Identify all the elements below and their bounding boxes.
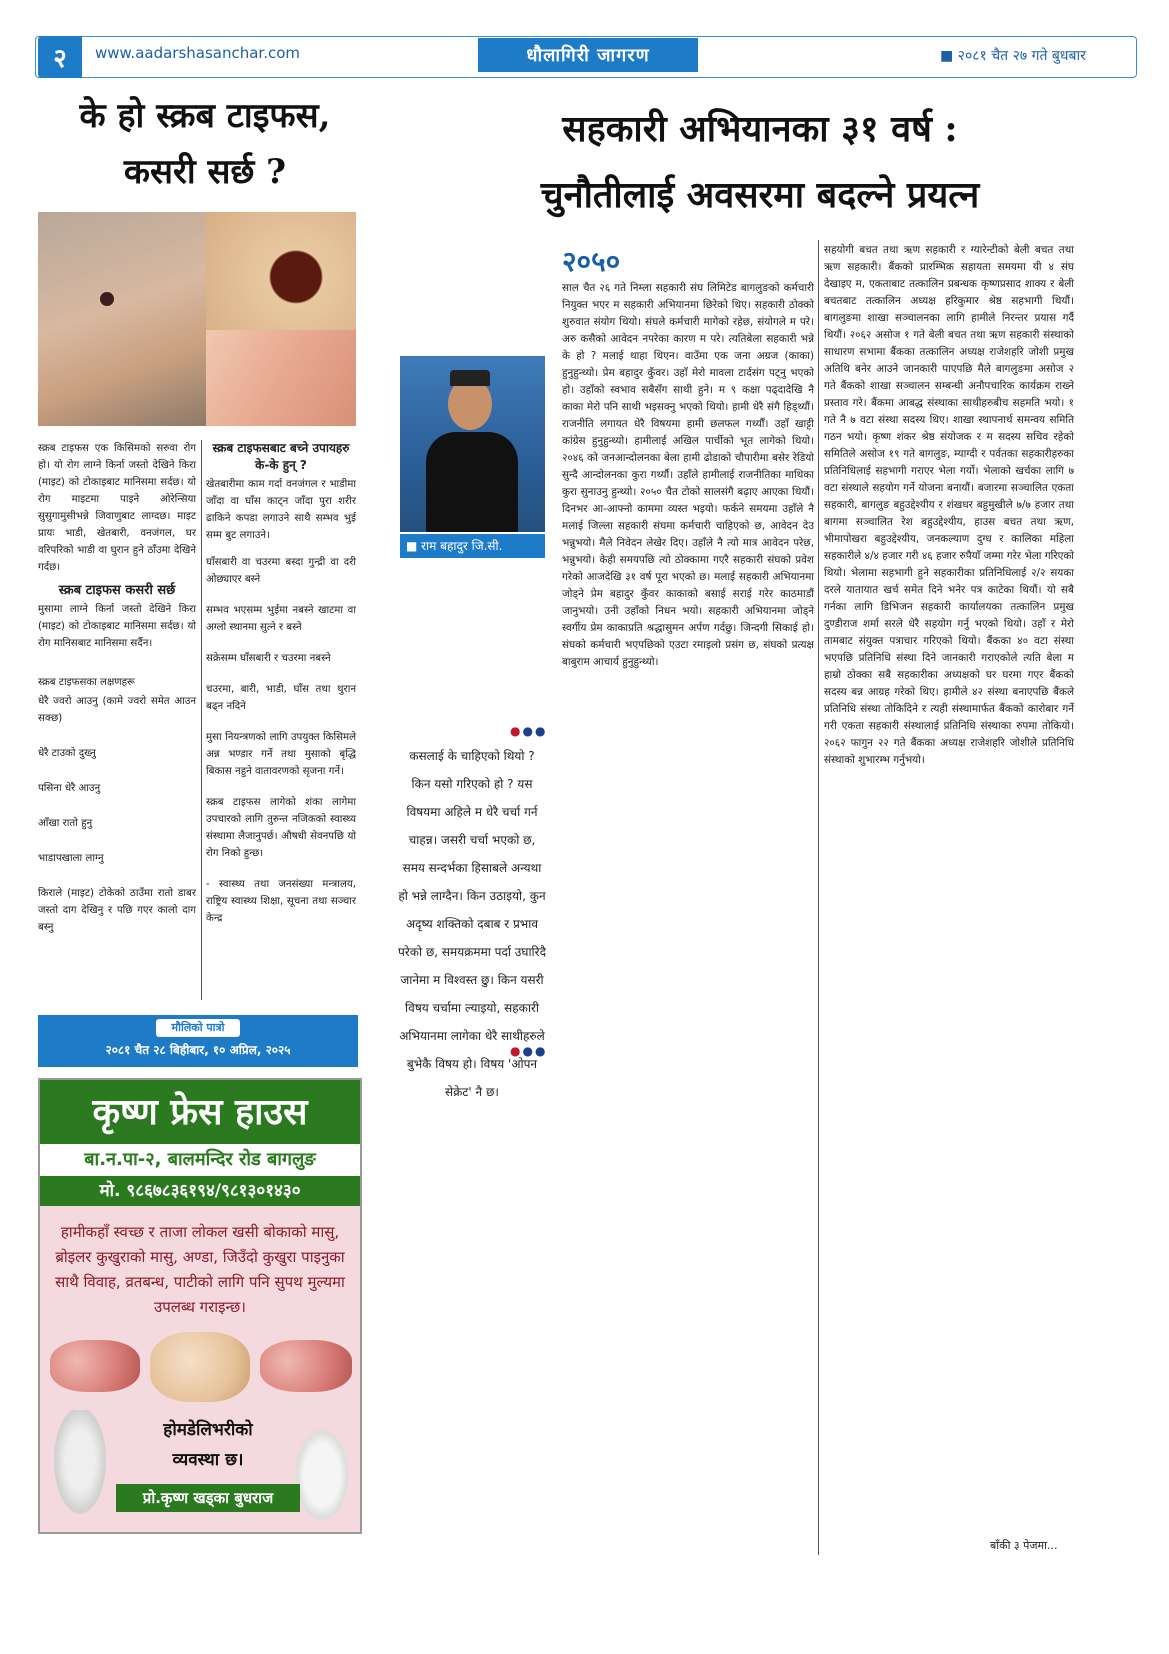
ad-phone: मो. ९८६७८३६१९४/९८१३०१४३० bbox=[40, 1176, 360, 1206]
rash-photo bbox=[38, 212, 206, 426]
main-headline-line2: चुनौतीलाई अवसरमा बदल्ने प्रयत्न bbox=[540, 174, 980, 216]
photo-caption: ■ राम बहादुर जि.सी. bbox=[400, 534, 545, 558]
paragraph: मुसा नियन्त्रणको लागि उपयुक्त किसिमले अन्न भण्डार गर्ने तथा मुसाको बृद्धि बिकास नहुने वातावरणको सृजना गर्ने। bbox=[206, 732, 356, 777]
ad-delivery-line2: व्यवस्था छ। bbox=[172, 1450, 244, 1470]
paragraph: सहयोगी बचत तथा ऋण सहकारी र ग्यारेन्टीको बेली बचत तथा ऋण सहकारी। बैंकको प्रारम्भिक सहायता समयमा यी ४ संघ देखाइए म, एकताबाट तत्कालिन प्रबन्धक कृष्णप्रसाद शाक्य र बेली बचतबाट तत्कालिन अध्यक्ष हरिकुमार श्रेष्ठ सहभागी थियौं। बागलुङमा शाखा सञ्चालनका लागि हामीले निरन्तर प्रयास गर्दै थियौं। २०६२ असोज १ गते बेली बचत तथा ऋण सहकारी संस्थाको साधारण सभामा बैंकका तत्कालिन अध्यक्ष राजेशहरि जोशी प्रमुख अतिथि बनेर आउने जानकारी पाएपछि मैले बागलुङमा असोज २ गते बैंकको शाखा सञ्चालन सम्बन्धी अनौपचारिक कार्यक्रम राख्ने प्रस्ताव गरे। बैंकमा आबद्ध संस्थाका साथीहरुबीच सहमति भयो। १ गते नै ७ वटा संस्था सदस्य थिए। शाखा स्थापनार्थ समन्वय समिति गठन भयो। कृष्ण शंकर श्रेष्ठ संयोजक र म सदस्य सचिव रहेको समितिले असोज १९ गते बागलुङ, म्याग्दी र पर्वतका सहकारीहरुका प्रतिनिधिलाई सहभागी गराएर भेला गर्यो। भेलाको खर्चका लागि ७ वटा संस्थाले सहयोग गर्ने योजना बनायौं। बजारमा सञ्चालित एकता सहकारी, बागलुङ बहुउद्देश्यीय र शंखधर बहुमुखीले ७/७ हजार तथा बागमा सञ्चालित रेश बहुउद्देश्यीय, हाउस बचत तथा ऋण, भीमापोखरा बहुउद्देश्यीय, जनकल्याण दुग्ध र कालिका महिला सहकारीले ४/४ हजार गरी ४६ हजार रुपैयाँ जम्मा गरेर भेला गरिएको थियो। भेलामा सहभागी हुने सहकारीका प्रतिनिधिलाई २/२ सयका दरले यातायात खर्च समेत दिने भनेर पत्र काटेका थियौं। यो सबै गर्नका लागि डिभिजन सहकारी कार्यालयका तत्कालिन प्रमुख दुण्डीराज शर्मा सरले धेरै सहयोग गर्नु भएको थियो। उहाँ र मेरो तामबाट संयुक्त पत्राचार गरिएको थियो। बैंकका ४० वटा संस्था भएपछि प्रतिनिधि संस्था दिने जानकारी गराएकोले त्यति बेला म हाम्रो ठोक्का सबै सहकारीका अध्यक्षको घर घरमा गएर बैंकको सदस्य बन्न आग्रह गरेको थिए। हामीले ४२ संस्था बनाएपछि बैंकले प्रतिनिधि संस्था तोकिदिने र त्यही संस्थामार्फत बैंकको कारोबार गर्ने गरी एकता सहकारी संस्थालाई प्रतिनिधि संस्थाका रुपमा तोकियो। २०६२ फागुन २२ गते बैंकका अध्यक्ष राजेशहरि जोशीले प्रतिनिधि संस्थाको शुभारम्भ गर्नुभयो। bbox=[824, 244, 1074, 766]
meat-image bbox=[260, 1340, 352, 1392]
calendar-date: २०८१ चैत २८ बिहीबार, १० अप्रिल, २०२५ bbox=[105, 1043, 291, 1057]
ad-owner: प्रो.कृष्ण खड्का बुधराज bbox=[116, 1484, 300, 1512]
main-article-col2 bbox=[824, 242, 1074, 771]
paragraph: सक्रेसम्म घाँसबारी र चउरमा नबस्ने bbox=[206, 653, 331, 664]
tick-photo bbox=[206, 212, 356, 330]
continued-label: बाँकी ३ पेजमा... bbox=[990, 1539, 1058, 1552]
column-divider bbox=[201, 440, 202, 1000]
quote-dots-icon: ●●● bbox=[510, 1044, 548, 1058]
left-headline-line1: के हो स्क्रब टाइफस, bbox=[79, 96, 331, 136]
spots-photo bbox=[206, 330, 356, 426]
paragraph: स्क्रब टाइफस एक किसिमको सरुवा रोग हो। यो रोग लाग्ने किर्ना जस्तो देखिने किरा (माइट) को टोकाइबाट मानिसमा सर्दछ। यो रोग माइटमा पाइने ओरेन्सिया सुसुगामुसीभन्ने जिवाणुबाट लाग्दछ। माइट प्रायः भाडी, खेतबारी, वनजंगल, घर वरिपरिको भाडी वा घुरान हुने ठाँउमा देखिने गर्दछ। bbox=[38, 443, 196, 573]
subheading: स्क्रब टाइफसबाट बच्ने उपायहरु के-के हुन् ? bbox=[212, 441, 350, 472]
list-item: पसिना धेरै आउनु bbox=[38, 783, 101, 794]
list-item: आँखा रातो हुनु bbox=[38, 818, 93, 829]
goat-image bbox=[50, 1410, 110, 1522]
website-url[interactable]: www.aadarshasanchar.com bbox=[95, 44, 301, 62]
masthead: धौलागिरी जागरण bbox=[478, 38, 698, 72]
issue-date: ■ २०८१ चैत २७ गते बुधबार bbox=[940, 48, 1086, 64]
list-item: धेरै ज्वरो आउनु (कामे ज्वरो समेत आउन सक्छ) bbox=[38, 696, 196, 724]
left-headline bbox=[40, 88, 370, 200]
drop-cap: २०५० bbox=[562, 245, 621, 278]
ad-shop-name: कृष्ण फ्रेस हाउस bbox=[40, 1080, 360, 1144]
list-item: धेरै टाउको दुख्नु bbox=[38, 748, 96, 759]
subheading: स्क्रब टाइफसका लक्षणहरू bbox=[38, 677, 135, 688]
main-article-col1 bbox=[562, 280, 814, 673]
list-item: किराले (माइट) टोकेको ठाउँमा रातो डाबर जस्तो दाग देखिनु र पछि गएर कालो दाग बस्नु bbox=[38, 888, 196, 933]
paragraph: चउरमा, बारी, भाडी, घाँस तथा थुरान बढ्न नदिने bbox=[206, 684, 356, 712]
left-article-col2 bbox=[206, 440, 356, 929]
calendar-box bbox=[38, 1015, 358, 1067]
page-number: २ bbox=[38, 36, 82, 78]
subheading: स्क्रब टाइफस कसरी सर्छ bbox=[58, 583, 176, 598]
credit: - स्वास्थ्य तथा जनसंख्या मन्त्रालय, राष्ट्रिय स्वास्थ्य शिक्षा, सूचना तथा सञ्चार केन्द्र bbox=[206, 879, 356, 924]
column-divider bbox=[818, 240, 819, 1555]
ad-address: बा.न.पा-२, बालमन्दिर रोड बागलुङ bbox=[40, 1144, 360, 1176]
left-article-col1 bbox=[38, 440, 196, 938]
author-photo bbox=[400, 356, 545, 532]
paragraph: खेतबारीमा काम गर्दा वनजंगल र भाडीमा जाँदा वा घाँस काट्न जाँदा पुरा शरीर ढाकिने कपडा लगाउने साथै सम्भव भुई सम्म बुट लगाउने। bbox=[206, 479, 356, 541]
advert bbox=[38, 1078, 362, 1534]
list-item: भाडापखाला लाग्नु bbox=[38, 853, 104, 864]
pull-quote: कसलाई के चाहिएको थियो ? किन यसो गरिएको हो ? यस विषयमा अहिले म धेरै चर्चा गर्न चाहन्न। जसरी चर्चा भएको छ, समय सन्दर्भका हिसाबले अन्यथा हो भन्ने लाग्दैन। किन उठाइयो, कुन अदृष्य शक्तिको दबाब र प्रभाव परेको छ, समयक्रममा पर्दा उघारिदै जानेमा म विश्वस्त छु। किन यसरी विषय चर्चामा ल्याइयो, सहकारी अभियानमा लागेका धेरै साथीहरुले बुभेकै विषय हो। विषय 'ओपन सेक्रेट' नै छ। bbox=[398, 749, 546, 1099]
paragraph: साल चैत २६ गते निम्ला सहकारी संघ लिमिटेड बागलुङको कर्मचारी नियुक्त भएर म सहकारी अभियानमा छिरेको थिए। सहकारी ठोक्को शुरुवात संयोग थियो। संघले कर्मचारी मागेको रहेछ, संयोगले म परे। अरु कसैको आवेदन नपरेका कारण म परे। त्यतिबेला सहकारी भन्ने के हो ? मलाई थाहा थिएन। वाउँमा एक जना अग्रज (काका) हुनुहुन्थ्यो। प्रेम बहादुर कुँवर। उहाँ मेरो मावला टार्दसंग पट्नु भएको हो। उहाँको स्वभाव सबैसँग साथी हुने। म ९ कक्षा पढ्दादेखि नै काका मेरो पनि साथी भइसक्नु भएको थियो। हामी धेरै संगै हिड्थ्यौं। राजनीति लगायत धेरै विषयमा हामी छलफल गर्थ्यौं। उहाँ खाट्टी कांग्रेस हुनुहुन्थ्यो। हामीलाई अखिल पार्चीको भूत लागेको थियो। २०४६ को जनआन्दोलनका बेला हामी ढोडाको चौपारीमा बसेर रेडियो सुन्दै आन्दोलनका कुरा गर्थ्यौ। उहाँले हामीलाई राजनीतिका माथिका कुरा सुनाउनु हुन्थ्यो। २०५० चैत टोको सालसंगै बढ़ाए आएका थियौं। दिनभर आ-आफ्नो काममा व्यस्त भइयो। फर्कने समयमा उहाँले नै मलाई जिल्ला सहकारी संघमा कर्मचारी चाहिएको छ, आवेदन देउ भन्नुभयो। मैले निवेदन लेखेर दिए। उहाँले नै त्यो मात्र आवेदन परेछ, भन्नुभयो। केही समयपछि त्यो ठोक्कामा गएरै सहकारी संघको प्रवेश गरेको आजदेखि ३१ वर्ष पूरा भएको छ। मलाई सहकारी अभियानमा जोड्ने प्रेम बहादुर कुँवर काकाको बसाई सराई गरेर काठमाडौं जानुभयो। उनी उहाँको निधन भयो। सहकारी अभियानमा जोड्ने स्वर्गीय प्रेम काकाप्रति श्रद्धासुमन अर्पण गर्दछु। जिन्दगी सिकाई हो। संघको कर्मचारी भएपछिको एउटा रमाइलो प्रसंग छ, संघको प्रत्यक्ष बाबुराम आचार्य हुनुहुन्थ्यो। bbox=[562, 282, 814, 668]
paragraph: घाँसबारी वा चउरमा बस्दा गुन्द्री वा दरी ओछ्याएर बस्ने bbox=[206, 557, 356, 585]
main-headline bbox=[440, 96, 1080, 228]
ad-delivery-line1: होमडेलिभरीको bbox=[163, 1420, 253, 1440]
ad-body-text: हामीकहाँ स्वच्छ र ताजा लोकल खसी बोकाको मासु, ब्रोइलर कुखुराको मासु, अण्डा, जिउँदो कुखुरा पाइनुका साथै विवाह, व्रतबन्ध, पाटीको लागि पनि सुपथ मुल्यमा उपलब्ध गराइन्छ। bbox=[55, 1223, 345, 1316]
paragraph: मुसामा लाग्ने किर्ना जस्तो देखिने किरा (माइट) को टोकाइबाट मानिसमा सर्दछ। यो रोग मानिसबाट मानिसमा सर्दैन। bbox=[38, 604, 196, 649]
paragraph: सम्भव भएसम्म भुईमा नबस्ने खाटमा वा अग्लो स्थानमा सुत्ने र बस्ने bbox=[206, 605, 356, 633]
quote-dots-icon: ●●● bbox=[510, 724, 548, 738]
paragraph: स्क्रब टाइफस लागेको शंका लागेमा उपचारको लागि तुरुन्त नजिकको स्वास्थ्य संस्थामा लैजानुपर्छ। औषधी सेवनपछि यो रोग निको हुन्छ। bbox=[206, 797, 356, 859]
left-headline-line2: कसरी सर्छ ? bbox=[123, 152, 287, 192]
chicken-image bbox=[150, 1332, 250, 1402]
main-headline-line1: सहकारी अभियानका ३१ वर्ष : bbox=[562, 108, 958, 150]
calendar-title: मौलिको पात्रो bbox=[156, 1019, 240, 1037]
meat-image bbox=[50, 1340, 140, 1392]
